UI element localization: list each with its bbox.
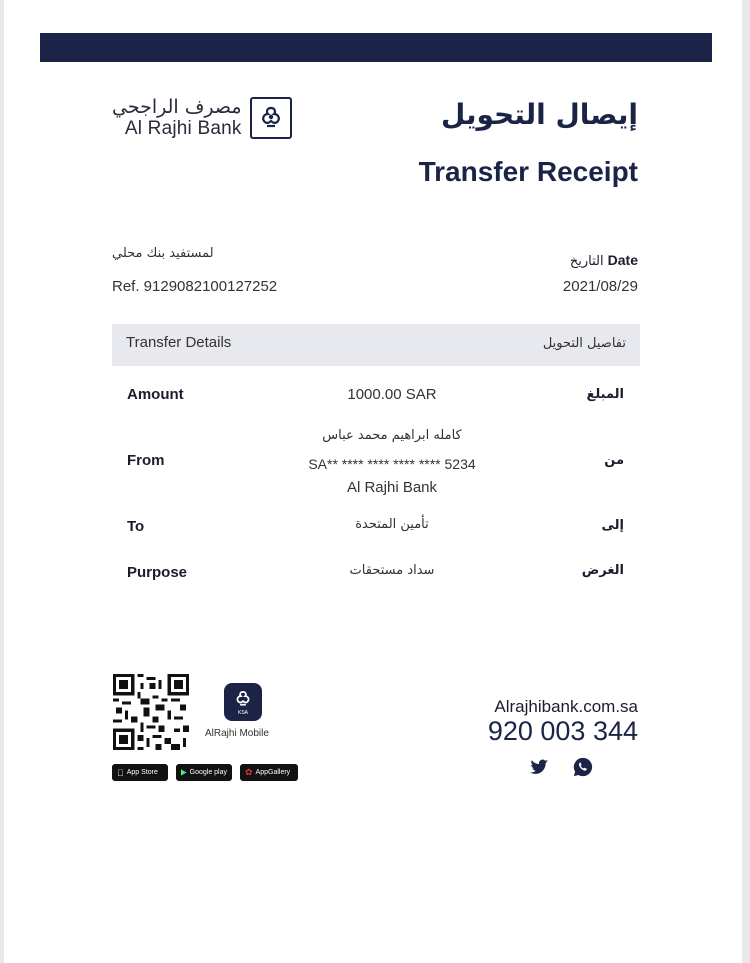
app-gallery-button[interactable] [240,764,298,781]
receipt-title-en: Transfer Receipt [418,156,638,187]
google-play-button[interactable] [176,764,232,781]
bank-logo [112,96,292,140]
amount-label: Amount [127,386,184,403]
to-label-ar: إلى [601,518,624,533]
bank-website[interactable]: Alrajhibank.com.sa [494,697,638,716]
apple-icon [117,768,124,778]
from-label: From [127,452,165,469]
app-store-button[interactable] [112,764,168,781]
header-band [40,33,712,62]
app-store-label: App Store [120,769,152,776]
transfer-details-header [112,324,640,366]
bank-name-en: Al Rajhi Bank [124,118,242,139]
details-heading-ar: تفاصيل التحويل [542,336,626,351]
date-label-ar: التاريخ [569,254,604,269]
app-badge-text: KSA [237,709,248,716]
from-label-ar: من [604,453,624,468]
receipt-page [4,0,742,963]
huawei-icon: ✿ [245,767,253,777]
details-heading-en: Transfer Details [126,334,232,351]
amount-value: 1000.00 SAR [347,386,437,403]
amount-label-ar: المبلغ [586,387,624,402]
qr-code-icon [113,674,189,750]
beneficiary-type: لمستفيد بنك محلي [112,246,214,261]
purpose-label: Purpose [127,564,188,581]
sender-account: SA** **** **** **** **** 5234 [308,456,476,472]
reference-number: Ref. 9129082100127252 [112,278,278,295]
google-play-label: Google play [189,769,227,776]
google-play-icon [181,768,187,777]
purpose-value: سداد مستحقات [349,563,435,578]
date-label [570,252,638,269]
purpose-label-ar: الغرض [581,563,624,578]
bank-name-ar: مصرف الراجحي [112,96,242,118]
sender-name: كامله ابراهيم محمد عباس [322,428,462,443]
twitter-icon[interactable] [528,756,550,778]
app-gallery-label: AppGallery [255,769,291,776]
alrajhi-mobile-app-icon[interactable] [224,683,262,721]
transfer-date: 2021/08/29 [562,278,638,295]
whatsapp-icon[interactable] [572,756,594,778]
bank-emblem-icon [250,97,292,139]
recipient-name: تأمين المتحدة [355,517,429,532]
sender-bank: Al Rajhi Bank [346,479,438,496]
to-label: To [127,518,145,535]
bank-phone[interactable]: 920 003 344 [487,716,638,746]
app-name: AlRajhi Mobile [205,728,269,739]
receipt-title-ar: إيصال التحويل [440,98,638,131]
date-label-en: Date [607,252,638,268]
